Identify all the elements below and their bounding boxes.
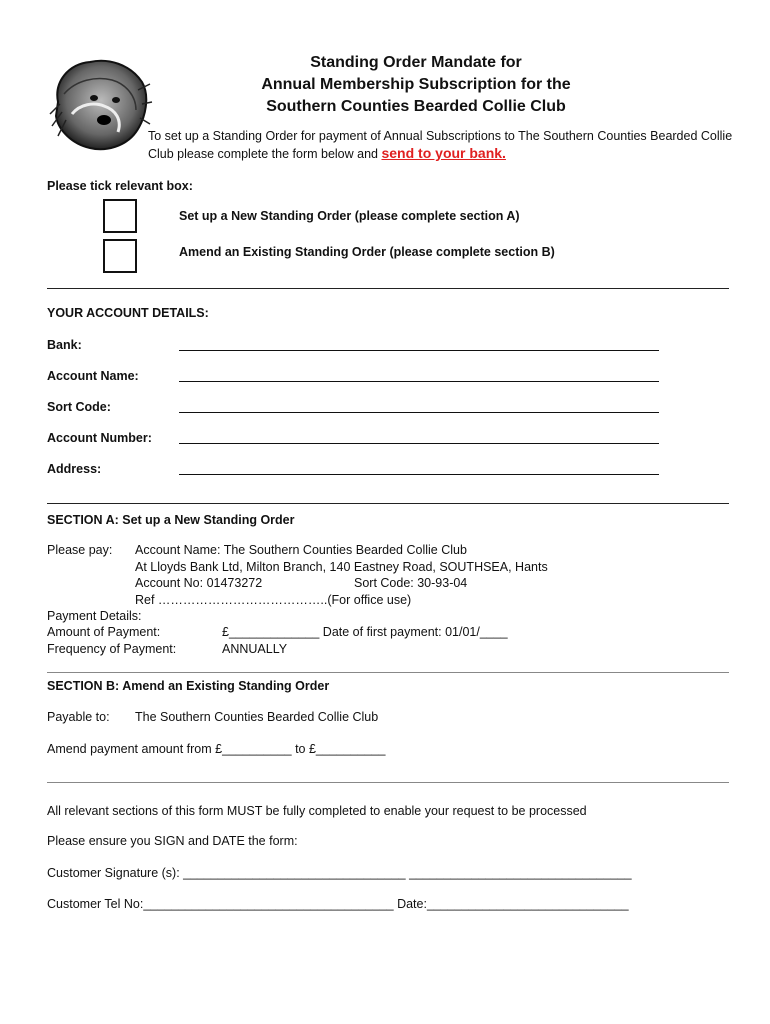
reference-field: Ref …………………………………..(For office use)	[135, 593, 412, 607]
sort-code-field[interactable]	[179, 412, 659, 413]
title-line-1: Standing Order Mandate for	[310, 54, 522, 71]
account-name-label: Account Name:	[47, 369, 139, 383]
divider	[47, 288, 729, 289]
divider	[47, 782, 729, 783]
account-number-label: Account Number:	[47, 431, 152, 445]
sort-code-label: Sort Code:	[47, 400, 111, 414]
sign-prompt: Please ensure you SIGN and DATE the form:	[47, 834, 298, 848]
title-line-2: Annual Membership Subscription for the	[261, 76, 571, 93]
option-new-order-label: Set up a New Standing Order (please complete section A)	[179, 209, 520, 223]
payee-account-no: Account No: 01473272	[135, 576, 263, 590]
payee-sort-code: Sort Code: 30-93-04	[354, 576, 468, 590]
payee-bank-address: At Lloyds Bank Ltd, Milton Branch, 140 Eastney Road, SOUTHSEA, Hants	[135, 560, 548, 574]
amend-amount-field[interactable]: Amend payment amount from £__________ to £__________	[47, 742, 386, 756]
amount-label: Amount of Payment:	[47, 625, 161, 639]
section-b-heading: SECTION B: Amend an Existing Standing Order	[47, 679, 330, 693]
divider	[47, 672, 729, 673]
section-a-heading: SECTION A: Set up a New Standing Order	[47, 513, 295, 527]
account-name-field[interactable]	[179, 381, 659, 382]
frequency-value: ANNUALLY	[222, 642, 288, 656]
divider	[47, 503, 729, 504]
form-title	[0, 52, 770, 118]
title-line-3: Southern Counties Bearded Collie Club	[266, 98, 566, 115]
please-pay-label: Please pay:	[47, 543, 113, 557]
bank-label: Bank:	[47, 338, 82, 352]
payable-to-label: Payable to:	[47, 710, 110, 724]
checkbox-new-order[interactable]	[103, 199, 137, 233]
intro-text: To set up a Standing Order for payment of Annual Subscriptions to The Southern Counties Bearded Collie Club please complete the form below and	[148, 129, 733, 161]
intro-paragraph	[148, 128, 738, 163]
option-amend-order-label: Amend an Existing Standing Order (please complete section B)	[179, 245, 555, 259]
address-label: Address:	[47, 462, 102, 476]
address-field[interactable]	[179, 474, 659, 475]
amount-field[interactable]: £_____________ Date of first payment: 01/01/____	[222, 625, 508, 639]
frequency-label: Frequency of Payment:	[47, 642, 177, 656]
intro-highlight: send to your bank.	[381, 145, 506, 161]
signature-field[interactable]: Customer Signature (s): ________________________________ ________________________________	[47, 866, 632, 880]
payable-to-value: The Southern Counties Bearded Collie Club	[135, 710, 379, 724]
payee-account-name: Account Name: The Southern Counties Bearded Collie Club	[135, 543, 467, 557]
checkbox-amend-order[interactable]	[103, 239, 137, 273]
account-heading: YOUR ACCOUNT DETAILS:	[47, 306, 209, 320]
payment-details-label: Payment Details:	[47, 609, 142, 623]
bank-field[interactable]	[179, 350, 659, 351]
completion-notice: All relevant sections of this form MUST be fully completed to enable your request to be processed	[47, 804, 587, 818]
tel-date-field[interactable]: Customer Tel No:____________________________________ Date:_____________________________	[47, 897, 629, 911]
tick-prompt: Please tick relevant box:	[47, 179, 193, 193]
account-number-field[interactable]	[179, 443, 659, 444]
